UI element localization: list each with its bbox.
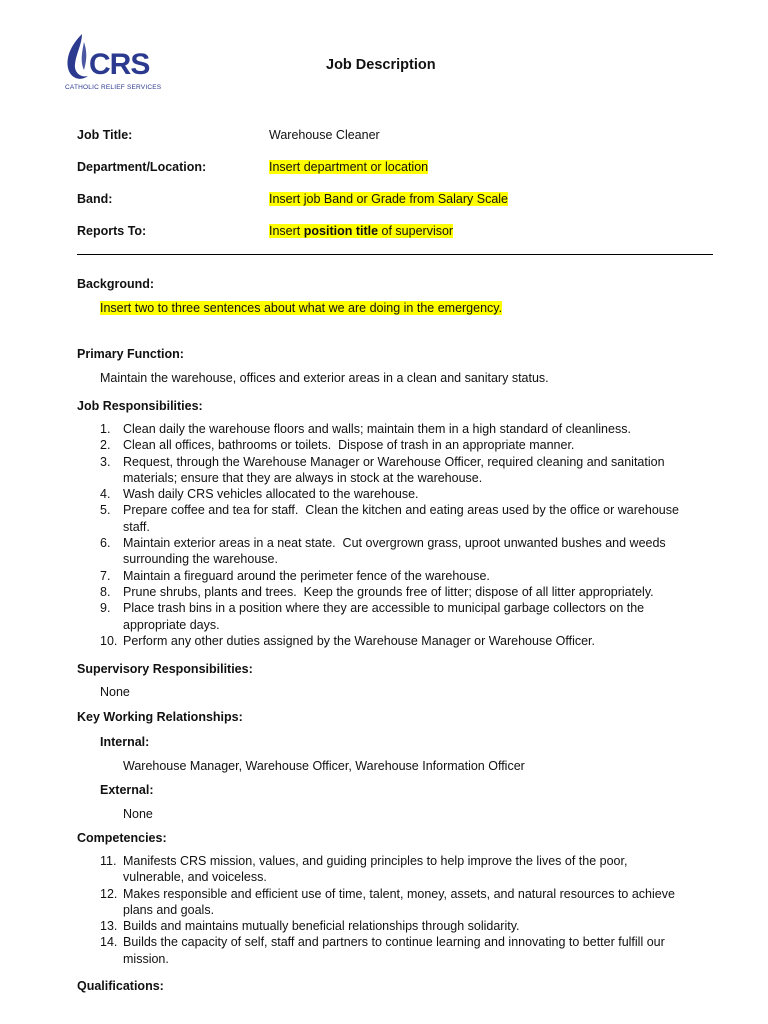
field-row bbox=[77, 191, 717, 209]
field-label: Job Title: bbox=[77, 128, 133, 142]
list-item bbox=[77, 421, 707, 437]
list-item bbox=[77, 454, 707, 487]
field-value bbox=[269, 159, 428, 175]
list-item-line: mission. bbox=[123, 951, 169, 966]
document-title: Job Description bbox=[326, 57, 436, 73]
field-value-part: Warehouse Cleaner bbox=[269, 128, 380, 142]
field-row bbox=[77, 127, 717, 145]
field-value-part: Insert department or location bbox=[269, 160, 429, 174]
list-item-line: Manifests CRS mission, values, and guiding principles to help improve the lives of the poor, bbox=[123, 854, 628, 868]
list-item-line: Clean all offices, bathrooms or toilets. Dispose of trash in an appropriate manner. bbox=[123, 438, 575, 453]
list-item bbox=[77, 853, 707, 886]
list-item-line: surrounding the warehouse. bbox=[123, 552, 278, 567]
list-item-number: 4. bbox=[100, 487, 111, 502]
list-item-line: Maintain a fireguard around the perimeter fence of the warehouse. bbox=[123, 568, 490, 583]
field-label: Department/Location: bbox=[77, 160, 207, 174]
list-item-number: 10. bbox=[100, 633, 118, 648]
list-item-line: Wash daily CRS vehicles allocated to the warehouse. bbox=[123, 487, 419, 502]
field-value bbox=[269, 223, 453, 239]
list-item-number: 3. bbox=[100, 454, 111, 469]
list-item-number: 5. bbox=[100, 503, 111, 518]
list-item bbox=[77, 568, 707, 584]
list-item-number: 2. bbox=[100, 438, 111, 453]
external-heading: External: bbox=[100, 783, 154, 797]
list-item-number: 11. bbox=[100, 854, 117, 868]
list-item-line: staff. bbox=[123, 519, 150, 534]
background-text: Insert two to three sentences about what we are doing in the emergency. bbox=[100, 301, 503, 315]
list-item-number: 7. bbox=[100, 568, 111, 583]
background-heading: Background: bbox=[77, 277, 155, 291]
job-responsibilities-list bbox=[77, 421, 707, 649]
list-item-line: Request, through the Warehouse Manager or Warehouse Officer, required cleaning and sanitation bbox=[123, 454, 665, 469]
list-item-line: plans and goals. bbox=[123, 902, 215, 917]
internal-heading: Internal: bbox=[100, 735, 150, 749]
field-value-part: position title bbox=[303, 224, 379, 238]
list-item-number: 12. bbox=[100, 886, 118, 901]
logo-wordmark: CRS bbox=[89, 48, 150, 81]
key-relationships-heading: Key Working Relationships: bbox=[77, 710, 243, 724]
list-item-number: 14. bbox=[100, 935, 118, 950]
list-item-line: materials; ensure that they are always in stock at the warehouse. bbox=[123, 470, 483, 485]
field-label: Band: bbox=[77, 192, 113, 206]
list-item-line: Clean daily the warehouse floors and walls; maintain them in a high standard of cleanliness. bbox=[123, 422, 631, 436]
list-item bbox=[77, 886, 707, 919]
list-item bbox=[77, 486, 707, 502]
list-item-line: Maintain exterior areas in a neat state. Cut overgrown grass, uproot unwanted bushes and weeds bbox=[123, 536, 666, 551]
primary-function-text: Maintain the warehouse, offices and exterior areas in a clean and sanitary status. bbox=[100, 371, 549, 385]
list-item-line: Place trash bins in a position where they are accessible to municipal garbage collectors on the bbox=[123, 601, 645, 616]
list-item-line: Perform any other duties assigned by the Warehouse Manager or Warehouse Officer. bbox=[123, 633, 596, 648]
horizontal-rule bbox=[77, 254, 713, 255]
list-item-line: appropriate days. bbox=[123, 617, 220, 632]
external-text: None bbox=[123, 807, 153, 821]
list-item-line: Prune shrubs, plants and trees. Keep the grounds free of litter; dispose of all litter appropriately. bbox=[123, 584, 654, 599]
field-row bbox=[77, 223, 717, 241]
primary-function-heading: Primary Function: bbox=[77, 347, 184, 361]
list-item bbox=[77, 918, 707, 934]
list-item bbox=[77, 535, 707, 568]
crs-logo bbox=[62, 32, 162, 94]
logo-subtitle: CATHOLIC RELIEF SERVICES bbox=[65, 84, 162, 91]
field-value bbox=[269, 127, 380, 143]
list-item-number: 6. bbox=[100, 536, 111, 551]
qualifications-heading: Qualifications: bbox=[77, 979, 164, 993]
list-item bbox=[77, 437, 707, 453]
list-item bbox=[77, 934, 707, 967]
list-item bbox=[77, 600, 707, 633]
field-value-part: Insert bbox=[269, 224, 304, 238]
list-item-line: Builds the capacity of self, staff and partners to continue learning and innovating to better fulfill our bbox=[123, 935, 665, 950]
list-item-number: 8. bbox=[100, 584, 111, 599]
list-item-number: 13. bbox=[100, 919, 118, 934]
field-label: Reports To: bbox=[77, 224, 147, 238]
competencies-list bbox=[77, 853, 707, 967]
list-item-line: Prepare coffee and tea for staff. Clean the kitchen and eating areas used by the office or warehouse bbox=[123, 503, 679, 518]
list-item-line: Makes responsible and efficient use of time, talent, money, assets, and natural resources to achieve bbox=[123, 886, 675, 901]
job-responsibilities-heading: Job Responsibilities: bbox=[77, 399, 203, 413]
supervisory-heading: Supervisory Responsibilities: bbox=[77, 662, 253, 676]
list-item bbox=[77, 584, 707, 600]
list-item-line: Builds and maintains mutually beneficial relationships through solidarity. bbox=[123, 919, 520, 934]
list-item bbox=[77, 633, 707, 649]
supervisory-text: None bbox=[100, 685, 130, 699]
internal-text: Warehouse Manager, Warehouse Officer, Warehouse Information Officer bbox=[123, 759, 525, 773]
field-value bbox=[269, 191, 508, 207]
list-item-line: vulnerable, and voiceless. bbox=[123, 870, 267, 885]
competencies-heading: Competencies: bbox=[77, 831, 167, 845]
field-value-part: of supervisor bbox=[378, 224, 454, 238]
list-item-number: 1. bbox=[100, 422, 111, 436]
list-item-number: 9. bbox=[100, 601, 111, 616]
field-value-part: Insert job Band or Grade from Salary Scale bbox=[269, 192, 509, 206]
list-item bbox=[77, 502, 707, 535]
field-row bbox=[77, 159, 717, 177]
